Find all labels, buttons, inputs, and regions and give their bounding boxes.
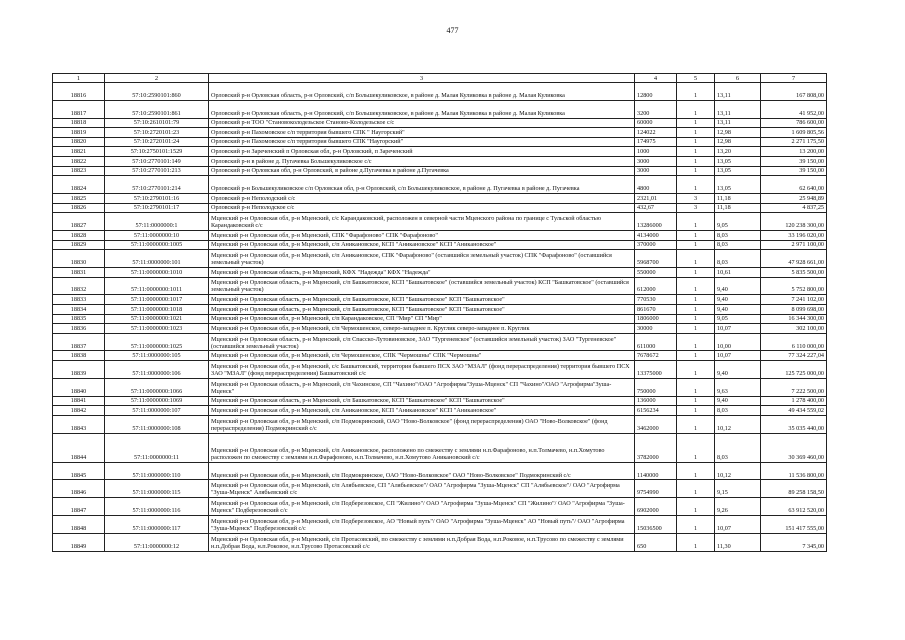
location-description: Мценский р-н Орловская обл, р-н Мценский, с/п Подмокринское, ОАО "Ново-Волковское" ОАО "Ново-Волковское" Подмокринский с/с — [209, 462, 635, 480]
cadastral-value: 7 241 102,00 — [761, 295, 827, 305]
cadastral-number: 57:11:0000000:116 — [105, 498, 209, 516]
cadastral-value: 13 200,00 — [761, 147, 827, 157]
cadastral-value: 2 271 175,50 — [761, 137, 827, 147]
column-header: 4 — [635, 74, 677, 83]
cadastral-value: 1 609 805,56 — [761, 128, 827, 138]
category-code: 1 — [677, 295, 715, 305]
category-code: 1 — [677, 137, 715, 147]
table-row — [53, 406, 827, 416]
area-value: 5968700 — [635, 250, 677, 268]
row-number: 18849 — [53, 533, 105, 551]
category-code: 1 — [677, 462, 715, 480]
area-value: 1140000 — [635, 462, 677, 480]
row-number: 18819 — [53, 128, 105, 138]
unit-price: 9,40 — [715, 396, 761, 406]
unit-price: 10,12 — [715, 462, 761, 480]
location-description: Мценский р-н Орловская область, р-н Мценский, с/п Башкатовское, КСП "Башкатовское" КСП "Башкатовское" — [209, 295, 635, 305]
row-number: 18822 — [53, 156, 105, 166]
area-value: 174975 — [635, 137, 677, 147]
table-row — [53, 100, 827, 118]
table-row — [53, 396, 827, 406]
cadastral-number: 57:11:0000000:115 — [105, 480, 209, 498]
area-value: 611000 — [635, 333, 677, 351]
table-row — [53, 361, 827, 379]
location-description: Мценский р-н Орловская область, р-н Мценский, с/п Башкатовское, КСП "Башкатовское" (оставшийся земельный участок) КСП "Башкатовское" (оставшийся земельный участок) — [209, 277, 635, 295]
category-code: 1 — [677, 324, 715, 334]
table-row — [53, 267, 827, 277]
area-value: 30000 — [635, 324, 677, 334]
location-description: Мценский р-н Орловская обл, р-н Мценский, с/п Аникановское, КСП "Аникановское" КСП "Аникановское" — [209, 406, 635, 416]
unit-price: 9,05 — [715, 213, 761, 231]
area-value: 650 — [635, 533, 677, 551]
category-code: 1 — [677, 361, 715, 379]
unit-price: 10,07 — [715, 324, 761, 334]
location-description: Мценский р-н Орловская область, р-н Мценский, КФХ "Надежда" КФХ "Надежда" — [209, 267, 635, 277]
category-code: 1 — [677, 156, 715, 166]
area-value: 750000 — [635, 378, 677, 396]
category-code: 1 — [677, 480, 715, 498]
area-value: 3462000 — [635, 415, 677, 433]
unit-price: 13,11 — [715, 83, 761, 101]
table-row — [53, 128, 827, 138]
row-number: 18828 — [53, 230, 105, 240]
unit-price: 13,11 — [715, 118, 761, 128]
cadastral-number: 57:11:0000000:1005 — [105, 240, 209, 250]
cadastral-value: 302 100,00 — [761, 324, 827, 334]
cadastral-number: 57:11:0000000:101 — [105, 250, 209, 268]
row-number: 18839 — [53, 361, 105, 379]
location-description: Мценский р-н Орловская обл, р-н Мценский, с/п Подберезовское, АО "Новый путь"/ ОАО "Агрофирма "Зуша-Мценск" АО "Новый путь"/ ОАО "Агрофирма "Зуша-Мценск" Подберезовский с/с — [209, 516, 635, 534]
unit-price: 11,18 — [715, 193, 761, 203]
cadastral-value: 1 278 400,00 — [761, 396, 827, 406]
location-description: Мценский р-н Орловская область, р-н Мценский, с/п Чахинское, СП "Чахино"/ОАО "Агрофирма"Зуша-Мценск" СП "Чахино"/ОАО "Агрофирма"Зуша-Мценск" — [209, 378, 635, 396]
unit-price: 9,40 — [715, 304, 761, 314]
cadastral-number: 57:11:0000000:1010 — [105, 267, 209, 277]
table-row — [53, 295, 827, 305]
location-description: Мценский р-н Орловская обл, р-н Мценский, с/п Протасовский, по смежеству с землями н.п.Добрая Вода, н.п.Роковое, н.п.Трусово по смежеству с землями н.п.Добрая Вода, н.п.Роковое, н.п.Трусово Протасовский с/с — [209, 533, 635, 551]
row-number: 18832 — [53, 277, 105, 295]
area-value: 13375000 — [635, 361, 677, 379]
row-number: 18833 — [53, 295, 105, 305]
cadastral-number: 57:11:0000000:1018 — [105, 304, 209, 314]
area-value: 9754990 — [635, 480, 677, 498]
area-value: 1000 — [635, 147, 677, 157]
table-row — [53, 480, 827, 498]
area-value: 3200 — [635, 100, 677, 118]
unit-price: 9,15 — [715, 480, 761, 498]
category-code: 1 — [677, 166, 715, 176]
table-row — [53, 516, 827, 534]
cadastral-number: 57:11:0000000:1025 — [105, 333, 209, 351]
land-registry-table — [52, 73, 827, 552]
table-row — [53, 351, 827, 361]
row-number: 18846 — [53, 480, 105, 498]
location-description: Мценский р-н Орловская обл, р-н Мценский, с/с Карандаковский, расположен в северной части Мценского района по границе с Тульской областью Карандаковский с/с — [209, 213, 635, 231]
table-row — [53, 498, 827, 516]
unit-price: 11,30 — [715, 533, 761, 551]
category-code: 1 — [677, 176, 715, 194]
cadastral-number: 57:10:2590101:860 — [105, 83, 209, 101]
table-row — [53, 156, 827, 166]
category-code: 1 — [677, 333, 715, 351]
unit-price: 12,98 — [715, 137, 761, 147]
cadastral-value: 6 110 000,00 — [761, 333, 827, 351]
table-row — [53, 333, 827, 351]
row-number: 18831 — [53, 267, 105, 277]
row-number: 18838 — [53, 351, 105, 361]
area-value: 136000 — [635, 396, 677, 406]
table-row — [53, 277, 827, 295]
category-code: 1 — [677, 516, 715, 534]
cadastral-number: 57:10:2770101:213 — [105, 166, 209, 176]
table-row — [53, 83, 827, 101]
cadastral-number: 57:11:0000000:1023 — [105, 324, 209, 334]
cadastral-value: 77 324 227,04 — [761, 351, 827, 361]
unit-price: 8,03 — [715, 433, 761, 462]
table-row — [53, 415, 827, 433]
row-number: 18820 — [53, 137, 105, 147]
cadastral-number: 57:11:0000000:117 — [105, 516, 209, 534]
table-row — [53, 193, 827, 203]
cadastral-value: 63 912 520,00 — [761, 498, 827, 516]
location-description: Орловский р-н Неполодский с/с — [209, 193, 635, 203]
row-number: 18836 — [53, 324, 105, 334]
category-code: 1 — [677, 250, 715, 268]
category-code: 1 — [677, 498, 715, 516]
cadastral-value: 35 035 440,00 — [761, 415, 827, 433]
unit-price: 9,05 — [715, 314, 761, 324]
location-description: Мценский р-н Орловская обл, р-н Мценский, с/п Алябьевское, СП "Алябьевское"/ ОАО "Агрофирма "Зуша-Мценск" СП "Алябьевское"/ ОАО "Агрофирма "Зуша-Мценск" Алябьевский с/с — [209, 480, 635, 498]
cadastral-number: 57:10:2720101:23 — [105, 128, 209, 138]
unit-price: 9,63 — [715, 378, 761, 396]
cadastral-value: 7 222 500,00 — [761, 378, 827, 396]
cadastral-value: 8 099 698,00 — [761, 304, 827, 314]
cadastral-number: 57:11:0000000:1021 — [105, 314, 209, 324]
location-description: Мценский р-н Орловская обл, р-н Мценский, СПК "Фарафоново" СПК "Фарафоново" — [209, 230, 635, 240]
cadastral-number: 57:11:0000000:1066 — [105, 378, 209, 396]
area-value: 3000 — [635, 166, 677, 176]
cadastral-value: 7 345,00 — [761, 533, 827, 551]
cadastral-number: 57:11:0000000:11 — [105, 433, 209, 462]
area-value: 2321,01 — [635, 193, 677, 203]
registry-table-container — [52, 73, 826, 552]
column-header: 3 — [209, 74, 635, 83]
column-header: 5 — [677, 74, 715, 83]
location-description: Орловский р-н Орловская область, р-н Орловский, с/п Большекуликовское, в районе д. Малая Куликовка в районе д. Малая Куликовка — [209, 83, 635, 101]
column-header: 1 — [53, 74, 105, 83]
category-code: 1 — [677, 83, 715, 101]
cadastral-value: 2 971 100,00 — [761, 240, 827, 250]
cadastral-number: 57:10:2790101:17 — [105, 203, 209, 213]
category-code: 1 — [677, 351, 715, 361]
location-description: Мценский р-н Орловская обл, р-н Мценский, с/п Подмокринский, ОАО "Ново-Волковское" (фонд перераспределения) ОАО "Ново-Волковское" (фонд перераспределения) Подмокринский с/с — [209, 415, 635, 433]
area-value: 6156234 — [635, 406, 677, 416]
category-code: 1 — [677, 314, 715, 324]
table-row — [53, 462, 827, 480]
area-value: 60000 — [635, 118, 677, 128]
cadastral-number: 57:11:0000000:108 — [105, 415, 209, 433]
unit-price: 8,03 — [715, 406, 761, 416]
column-header: 2 — [105, 74, 209, 83]
area-value: 370000 — [635, 240, 677, 250]
area-value: 1806000 — [635, 314, 677, 324]
cadastral-value: 167 808,00 — [761, 83, 827, 101]
location-description: Мценский р-н Орловская обл, р-н Мценский, с/п Чермошенское, СПК "Чермошны" СПК "Чермошны" — [209, 351, 635, 361]
table-row — [53, 203, 827, 213]
cadastral-value: 41 952,00 — [761, 100, 827, 118]
unit-price: 10,00 — [715, 333, 761, 351]
cadastral-number: 57:11:0000000:1011 — [105, 277, 209, 295]
category-code: 1 — [677, 213, 715, 231]
cadastral-number: 57:11:0000000:1 — [105, 213, 209, 231]
category-code: 1 — [677, 118, 715, 128]
row-number: 18842 — [53, 406, 105, 416]
location-description: Орловский р-н Орловская обл, р-н Орловский, в районе д.Пугачевка в районе д.Пугачевка — [209, 166, 635, 176]
row-number: 18845 — [53, 462, 105, 480]
table-row — [53, 166, 827, 176]
table-header — [53, 74, 827, 83]
row-number: 18817 — [53, 100, 105, 118]
unit-price: 13,11 — [715, 100, 761, 118]
cadastral-number: 57:11:0000000:105 — [105, 351, 209, 361]
cadastral-value: 89 258 158,50 — [761, 480, 827, 498]
unit-price: 13,05 — [715, 156, 761, 166]
cadastral-value: 786 600,00 — [761, 118, 827, 128]
cadastral-value: 120 238 300,00 — [761, 213, 827, 231]
unit-price: 13,05 — [715, 176, 761, 194]
column-header: 6 — [715, 74, 761, 83]
category-code: 1 — [677, 100, 715, 118]
table-row — [53, 147, 827, 157]
unit-price: 9,40 — [715, 295, 761, 305]
unit-price: 13,20 — [715, 147, 761, 157]
row-number: 18840 — [53, 378, 105, 396]
column-number-row — [53, 74, 827, 83]
cadastral-number: 57:11:0000000:107 — [105, 406, 209, 416]
area-value: 7678672 — [635, 351, 677, 361]
row-number: 18827 — [53, 213, 105, 231]
location-description: Мценский р-н Орловская обл, р-н Мценский, с/п Чермошенское, северо-западнее п. Круглик северо-западнее п. Круглик — [209, 324, 635, 334]
cadastral-value: 151 417 555,00 — [761, 516, 827, 534]
location-description: Мценский р-н Орловская обл, р-н Мценский, с/п Подберезовское, СП "Жилино"/ ОАО "Агрофирма "Зуша-Мценск" СП "Жилино"/ ОАО "Агрофирма "Зуша-Мценск" Подберезовский с/с — [209, 498, 635, 516]
cadastral-value: 11 536 800,00 — [761, 462, 827, 480]
row-number: 18844 — [53, 433, 105, 462]
cadastral-number: 57:10:2720101:24 — [105, 137, 209, 147]
location-description: Орловский р-н Большекуликовское с/п Орловская обл, р-н Орловский, с/п Большекуликовское, в районе д. Пугачевка в районе д. Пугачевка — [209, 176, 635, 194]
cadastral-value: 47 928 661,00 — [761, 250, 827, 268]
area-value: 15036500 — [635, 516, 677, 534]
category-code: 1 — [677, 277, 715, 295]
category-code: 1 — [677, 147, 715, 157]
location-description: Орловский р-н ТОО "Становоколодезьское Станово-Колодезьское с/с — [209, 118, 635, 128]
cadastral-number: 57:10:2590101:861 — [105, 100, 209, 118]
cadastral-number: 57:10:2610101:79 — [105, 118, 209, 128]
area-value: 432,67 — [635, 203, 677, 213]
row-number: 18818 — [53, 118, 105, 128]
table-row — [53, 240, 827, 250]
unit-price: 10,61 — [715, 267, 761, 277]
cadastral-value: 62 640,00 — [761, 176, 827, 194]
cadastral-number: 57:10:2770101:149 — [105, 156, 209, 166]
area-value: 4800 — [635, 176, 677, 194]
cadastral-value: 5 752 800,00 — [761, 277, 827, 295]
cadastral-number: 57:11:0000000:1017 — [105, 295, 209, 305]
cadastral-value: 39 150,00 — [761, 166, 827, 176]
area-value: 6902000 — [635, 498, 677, 516]
category-code: 1 — [677, 128, 715, 138]
area-value: 3782000 — [635, 433, 677, 462]
table-row — [53, 378, 827, 396]
unit-price: 8,03 — [715, 250, 761, 268]
unit-price: 10,07 — [715, 351, 761, 361]
row-number: 18824 — [53, 176, 105, 194]
location-description: Мценский р-н Орловская обл, р-н Мценский, с/с Башкатовский, территория бывшего ПСХ ЗАО "МЗАЛ" (фонд перераспределения) территория бывшего ПСХ ЗАО "МЗАЛ" (фонд перераспределения) Башкатовский с/с — [209, 361, 635, 379]
location-description: Орловский р-н Неполодское с/с — [209, 203, 635, 213]
row-number: 18826 — [53, 203, 105, 213]
category-code: 1 — [677, 406, 715, 416]
row-number: 18830 — [53, 250, 105, 268]
unit-price: 9,40 — [715, 361, 761, 379]
unit-price: 12,98 — [715, 128, 761, 138]
location-description: Мценский р-н Орловская обл, р-н Мценский, с/п Карандаковское, СП "Мир" СП "Мир" — [209, 314, 635, 324]
column-header: 7 — [761, 74, 827, 83]
cadastral-number: 57:10:2790101:16 — [105, 193, 209, 203]
row-number: 18848 — [53, 516, 105, 534]
row-number: 18825 — [53, 193, 105, 203]
unit-price: 9,40 — [715, 277, 761, 295]
category-code: 3 — [677, 203, 715, 213]
cadastral-number: 57:11:0000000:110 — [105, 462, 209, 480]
location-description: Мценский р-н Орловская обл, р-н Мценский, с/п Аникановское, СПК "Фарафоново" (оставшийся земельный участок) СПК "Фарафоново" (оставшийся земельный участок) — [209, 250, 635, 268]
category-code: 1 — [677, 267, 715, 277]
area-value: 124022 — [635, 128, 677, 138]
unit-price: 8,03 — [715, 230, 761, 240]
row-number: 18821 — [53, 147, 105, 157]
location-description: Мценский р-н Орловская обл, р-н Мценский, с/п Аникановское, расположено по смежеству с землями н.п.Фарафоново, н.п.Толмачево, н.п.Хомутово расположен по смежеству с землями н.п.Фарафоново, н.п.Толмачево, н.п.Хомутово Аникановский с/с — [209, 433, 635, 462]
cadastral-value: 33 196 020,00 — [761, 230, 827, 240]
cadastral-number: 57:10:2750101:1529 — [105, 147, 209, 157]
cadastral-value: 16 344 300,00 — [761, 314, 827, 324]
unit-price: 8,03 — [715, 240, 761, 250]
cadastral-number: 57:11:0000000:12 — [105, 533, 209, 551]
category-code: 1 — [677, 378, 715, 396]
table-row — [53, 137, 827, 147]
table-row — [53, 433, 827, 462]
area-value: 612000 — [635, 277, 677, 295]
area-value: 861670 — [635, 304, 677, 314]
category-code: 3 — [677, 193, 715, 203]
area-value: 4134000 — [635, 230, 677, 240]
cadastral-value: 49 434 559,02 — [761, 406, 827, 416]
table-row — [53, 304, 827, 314]
location-description: Орловский р-н Пахомовское с/п территория бывшего СПК "Наугорский" — [209, 137, 635, 147]
table-row — [53, 230, 827, 240]
cadastral-value: 25 948,89 — [761, 193, 827, 203]
unit-price: 9,26 — [715, 498, 761, 516]
cadastral-value: 30 369 460,00 — [761, 433, 827, 462]
location-description: Орловский р-н Зареченский п Орловская обл, р-н Орловский, п Зареченский — [209, 147, 635, 157]
cadastral-value: 5 835 500,00 — [761, 267, 827, 277]
location-description: Орловский р-н Орловская область, р-н Орловский, с/п Большекуликовское, в районе д. Малая Куликовка в районе д. Малая Куликовка — [209, 100, 635, 118]
area-value: 770530 — [635, 295, 677, 305]
category-code: 1 — [677, 533, 715, 551]
table-body — [53, 83, 827, 552]
row-number: 18835 — [53, 314, 105, 324]
location-description: Мценский р-н Орловская область, р-н Мценский, с/п Башкатовское, КСП "Башкатовское" КСП "Башкатовское" — [209, 304, 635, 314]
area-value: 12800 — [635, 83, 677, 101]
cadastral-number: 57:11:0000000:10 — [105, 230, 209, 240]
location-description: Мценский р-н Орловская область, р-н Мценский, с/п Спасско-Лутовиновское, ЗАО "Тургеневское" (оставшийся земельный участок) ЗАО "Тургеневское" (оставшийся земельный участок) — [209, 333, 635, 351]
unit-price: 10,07 — [715, 516, 761, 534]
location-description: Орловский р-н в районе д. Пугачевка Большекуликовское с/с — [209, 156, 635, 166]
row-number: 18834 — [53, 304, 105, 314]
location-description: Мценский р-н Орловская обл, р-н Мценский, с/п Аникановское, КСП "Аникановское" КСП "Аникановское" — [209, 240, 635, 250]
cadastral-number: 57:11:0000000:1069 — [105, 396, 209, 406]
cadastral-value: 4 837,25 — [761, 203, 827, 213]
unit-price: 13,05 — [715, 166, 761, 176]
table-row — [53, 314, 827, 324]
row-number: 18823 — [53, 166, 105, 176]
cadastral-value: 39 150,00 — [761, 156, 827, 166]
category-code: 1 — [677, 304, 715, 314]
cadastral-number: 57:10:2770101:214 — [105, 176, 209, 194]
unit-price: 11,18 — [715, 203, 761, 213]
category-code: 1 — [677, 240, 715, 250]
table-row — [53, 176, 827, 194]
unit-price: 10,12 — [715, 415, 761, 433]
row-number: 18843 — [53, 415, 105, 433]
table-row — [53, 118, 827, 128]
row-number: 18837 — [53, 333, 105, 351]
category-code: 1 — [677, 415, 715, 433]
area-value: 550000 — [635, 267, 677, 277]
row-number: 18829 — [53, 240, 105, 250]
cadastral-value: 125 725 000,00 — [761, 361, 827, 379]
category-code: 1 — [677, 396, 715, 406]
table-row — [53, 250, 827, 268]
row-number: 18841 — [53, 396, 105, 406]
table-row — [53, 213, 827, 231]
area-value: 3000 — [635, 156, 677, 166]
row-number: 18847 — [53, 498, 105, 516]
row-number: 18816 — [53, 83, 105, 101]
table-row — [53, 533, 827, 551]
location-description: Орловский р-н Пахомовское с/п территория бывшего СПК " Наугорский" — [209, 128, 635, 138]
page-number: 477 — [446, 26, 459, 35]
cadastral-number: 57:11:0000000:106 — [105, 361, 209, 379]
area-value: 13286000 — [635, 213, 677, 231]
location-description: Мценский р-н Орловская область, р-н Мценский, с/п Башкатовское, КСП "Башкатовское" КСП "Башкатовское" — [209, 396, 635, 406]
category-code: 1 — [677, 230, 715, 240]
table-row — [53, 324, 827, 334]
category-code: 1 — [677, 433, 715, 462]
